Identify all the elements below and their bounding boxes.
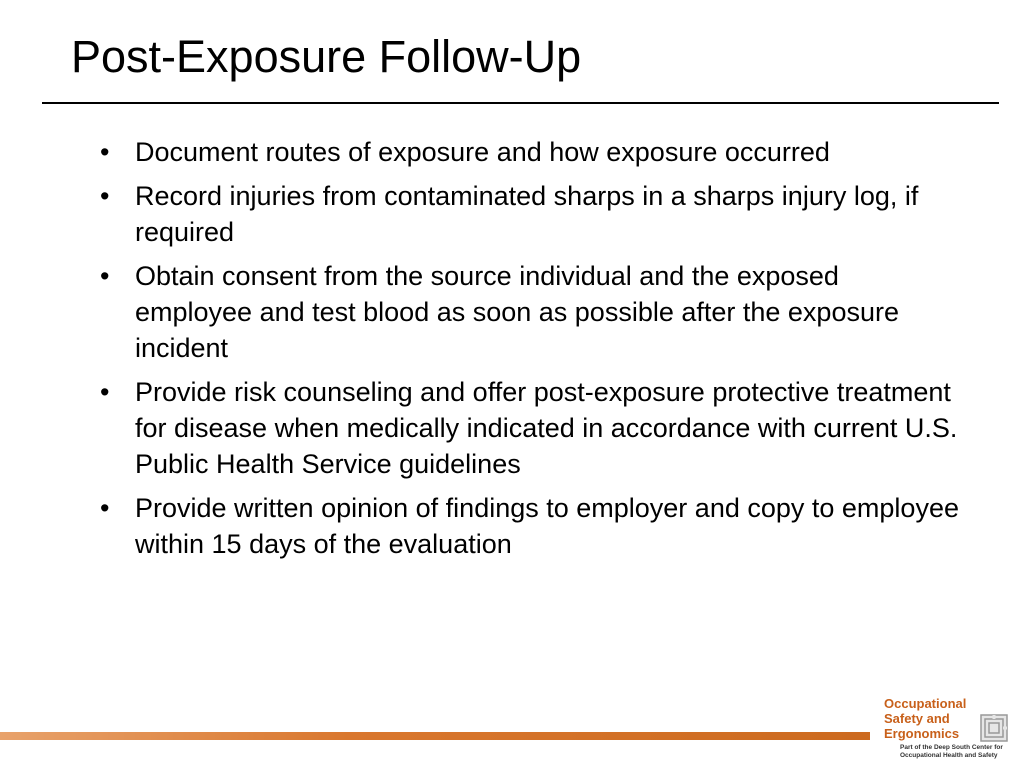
bullet-item: • Document routes of exposure and how exposure occurred [100,134,960,170]
bullet-item: • Provide written opinion of findings to employer and copy to employee within 15 days of the evaluation [100,490,960,562]
title-divider [42,102,999,104]
maze-square-icon [980,714,1008,742]
footer-accent-bar [0,732,870,740]
bullet-item: • Record injuries from contaminated sharps in a sharps injury log, if required [100,178,960,250]
logo-text: Occupational Safety and Ergonomics [884,696,967,741]
slide-title: Post-Exposure Follow-Up [71,31,582,82]
bullet-item: • Provide risk counseling and offer post-exposure protective treatment for disease when medically indicated in accordance with current U.S. Public Health Service guidelines [100,374,960,482]
organization-logo [878,696,1024,768]
logo-subtext: Part of the Deep South Center for Occupational Health and Safety [900,744,1003,759]
bullet-item: • Obtain consent from the source individual and the exposed employee and test blood as soon as possible after the exposure incident [100,258,960,366]
bullet-list [100,134,960,570]
